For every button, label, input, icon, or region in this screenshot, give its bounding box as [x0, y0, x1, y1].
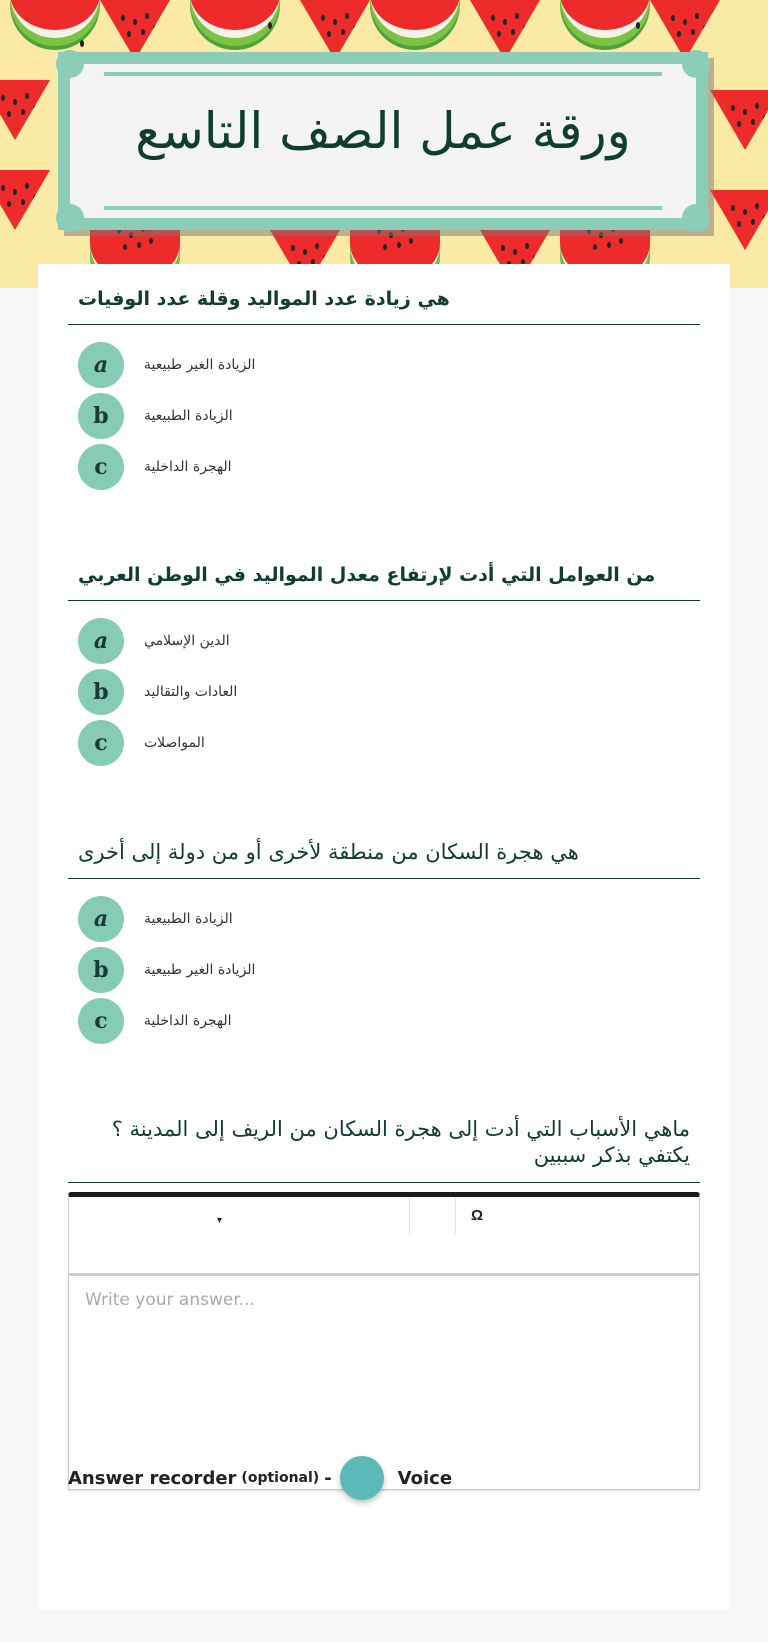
- option-letter-badge: a: [78, 342, 124, 388]
- question-text: هي هجرة السكان من منطقة لأخرى أو من دولة إلى أخرى: [78, 840, 579, 864]
- option-a[interactable]: [78, 893, 700, 944]
- watermelon-decoration: [370, 0, 460, 38]
- title-frame: [58, 52, 708, 230]
- watermelon-decoration: [0, 80, 50, 140]
- option-letter-badge: a: [78, 896, 124, 942]
- option-label: الدين الإسلامي: [144, 632, 230, 649]
- record-voice-button[interactable]: [340, 1456, 384, 1500]
- watermelon-decoration: [470, 0, 540, 60]
- option-label: الزيادة الطبيعية: [144, 910, 233, 927]
- frame-corner: [56, 204, 84, 232]
- option-c[interactable]: [78, 995, 700, 1046]
- question-text: من العوامل التي أدت لإرتفاع معدل المواليد في الوطن العربي: [78, 564, 656, 586]
- watermelon-decoration: [710, 190, 768, 250]
- option-b[interactable]: [78, 944, 700, 995]
- watermelon-decoration: [560, 0, 650, 38]
- option-letter-badge: a: [78, 618, 124, 664]
- answer-recorder: [68, 1456, 452, 1500]
- option-letter-badge: c: [78, 720, 124, 766]
- option-letter-badge: c: [78, 998, 124, 1044]
- question-4: [68, 1116, 700, 1183]
- title-frame-inner: [70, 64, 696, 218]
- option-label: العادات والتقاليد: [144, 683, 238, 700]
- toolbar-separator: [409, 1197, 410, 1235]
- option-b[interactable]: [78, 666, 700, 717]
- option-c[interactable]: [78, 717, 700, 768]
- frame-corner: [682, 204, 710, 232]
- option-letter-badge: b: [78, 669, 124, 715]
- watermelon-decoration: [10, 0, 100, 38]
- question-text: هي زيادة عدد المواليد وقلة عدد الوفيات: [78, 288, 450, 310]
- question-2: [68, 564, 700, 768]
- option-label: الزيادة الطبيعية: [144, 407, 233, 424]
- question-1: [68, 288, 700, 492]
- toolbar-separator: [455, 1197, 456, 1235]
- option-b[interactable]: [78, 390, 700, 441]
- option-letter-badge: b: [78, 947, 124, 993]
- watermelon-decoration: [710, 90, 768, 150]
- option-letter-badge: c: [78, 444, 124, 490]
- option-label: الزيادة الغير طبيعية: [144, 356, 256, 373]
- option-label: الزيادة الغير طبيعية: [144, 961, 256, 978]
- watermelon-decoration: [0, 170, 50, 230]
- watermelon-decoration: [100, 0, 170, 60]
- option-a[interactable]: [78, 339, 700, 390]
- recorder-dash: -: [324, 1467, 332, 1489]
- option-c[interactable]: [78, 441, 700, 492]
- header-banner: [0, 0, 768, 288]
- watermelon-decoration: [650, 0, 720, 60]
- frame-rule-bottom: [104, 206, 662, 210]
- frame-rule-top: [104, 72, 662, 76]
- seed-decoration: [268, 22, 272, 29]
- editor-toolbar: [68, 1192, 700, 1274]
- option-label: الهجرة الداخلية: [144, 458, 232, 475]
- seed-decoration: [636, 22, 640, 29]
- watermelon-decoration: [190, 0, 280, 38]
- special-character-icon[interactable]: Ω: [471, 1207, 484, 1224]
- option-label: المواصلات: [144, 734, 205, 751]
- option-a[interactable]: [78, 615, 700, 666]
- seed-decoration: [80, 40, 84, 47]
- worksheet-card: [38, 264, 730, 1610]
- question-text: ماهي الأسباب التي أدت إلى هجرة السكان من الريف إلى المدينة ؟ يكتفي بذكر سببين: [111, 1117, 690, 1167]
- frame-corner: [56, 50, 84, 78]
- voice-label: Voice: [397, 1467, 453, 1489]
- answer-editor: [68, 1192, 700, 1490]
- option-label: الهجرة الداخلية: [144, 1012, 232, 1029]
- recorder-label: Answer recorder: [68, 1467, 237, 1489]
- question-divider: [68, 1182, 700, 1183]
- recorder-optional: (optional): [241, 1470, 320, 1486]
- answer-textarea[interactable]: Write your answer...: [68, 1274, 700, 1490]
- frame-corner: [682, 50, 710, 78]
- question-3: [68, 840, 700, 1046]
- page-title: ورقة عمل الصف التاسع: [135, 102, 631, 160]
- option-letter-badge: b: [78, 393, 124, 439]
- watermelon-decoration: [300, 0, 370, 60]
- format-dropdown[interactable]: ▾: [217, 1215, 223, 1226]
